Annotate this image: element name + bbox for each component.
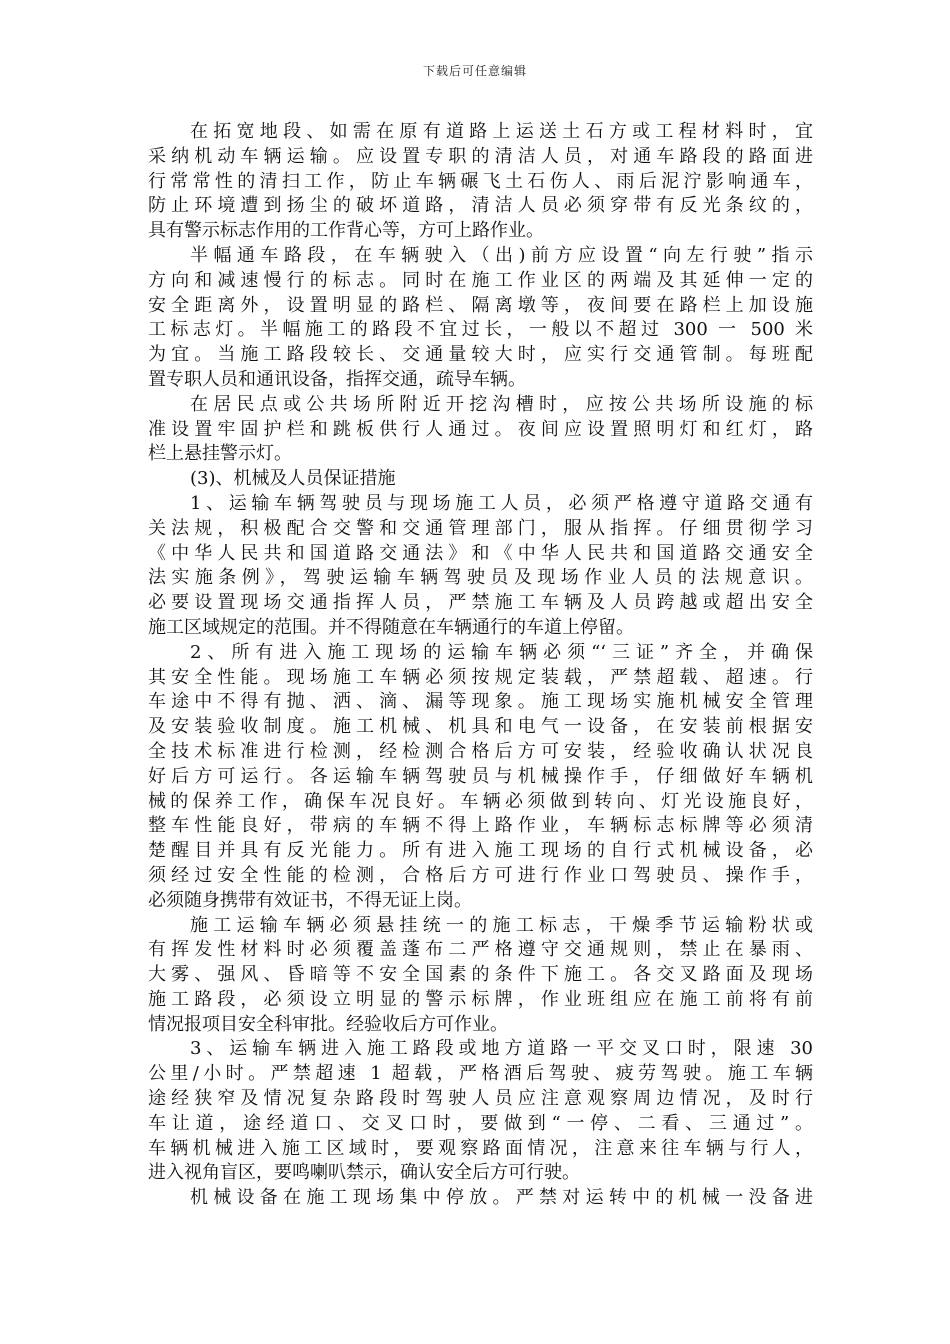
text-line: 在拓宽地段、如需在原有道路上运送土石方或工程材料时，宜 [190,121,813,142]
text-line: 必须随身携带有效证书，不得无证上岗。 [148,889,472,911]
text-line: 行常常性的清扫工作，防止车辆碾飞土石伤人、雨后泥泞影响通车， [148,170,813,192]
text-line: 施工路段，必须设立明显的警示标牌，作业班组应在施工前将有前 [148,988,813,1010]
text-line: 具有警示标志作用的工作背心等，方可上路作业。 [148,220,544,242]
text-line: 为宜。当施工路段较长、交通量较大时，应实行交通管制。每班配 [148,344,813,366]
text-line: 《中华人民共和国道路交通法》和《中华人民共和国道路交通安全 [148,542,813,564]
text-line: 须经过安全性能的检测，合格后方可进行作业口驾驶员、操作手， [148,864,813,886]
text-line: 车辆机械进入施工区域时，要观察路面情况，注意来往车辆与行人， [148,1137,813,1159]
text-line: 栏上悬挂警示灯。 [148,443,292,465]
text-line: 在居民点或公共场所附近开挖沟槽时，应按公共场所设施的标 [190,393,813,415]
text-line: 全技术标准进行检测，经检测合格后方可安装，经验收确认状况良 [148,740,813,762]
text-line: 施工区域规定的范围。并不得随意在车辆通行的车道上停留。 [148,616,634,638]
text-line: 施工运输车辆必须悬挂统一的施工标志，干燥季节运输粉状或 [190,914,813,936]
text-line: 其安全性能。现场施工车辆必须按规定装载，严禁超载、超速。行 [148,666,813,688]
text-line: 有挥发性材料时必须覆盖蓬布二严格遵守交通规则，禁止在暴雨、 [148,939,813,961]
text-line: 进入视角盲区，要鸣喇叭禁示，确认安全后方可行驶。 [148,1162,580,1184]
text-line: 情况报项目安全科审批。经验收后方可作业。 [148,1013,508,1035]
text-line: 准设置牢固护栏和跳板供行人通过。夜间应设置照明灯和红灯，路 [148,418,813,440]
text-line: 法实施条例》，驾驶运输车辆驾驶员及现场作业人员的法规意识。 [148,567,813,589]
text-line: 公里/小时。严禁超速 1 超载，严格酒后驾驶、疲劳驾驶。施工车辆 [148,1063,813,1085]
text-line: 3、运输车辆进入施工路段或地方道路一平交叉口时，限速 30 [190,1038,813,1060]
text-line: 方向和减速慢行的标志。同时在施工作业区的两端及其延伸一定的 [148,269,813,291]
text-line: 整车性能良好，带病的车辆不得上路作业，车辆标志标牌等必须清 [148,815,813,837]
text-line: 必要设置现场交通指挥人员，严禁施工车辆及人员跨越或超出安全 [148,592,813,614]
page-header: 下载后可任意编辑 [422,64,527,78]
text-line: 安全距离外，设置明显的路栏、隔离墩等，夜间要在路栏上加设施 [148,294,813,316]
text-line: 好后方可运行。各运输车辆驾驶员与机械操作手，仔细做好车辆机 [148,765,813,787]
text-line: 采纳机动车辆运输。应设置专职的清洁人员，对通车路段的路面进 [148,145,813,167]
text-line: 机械设备在施工现场集中停放。严禁对运转中的机械一没备进 [190,1187,813,1209]
text-line: 途经狭窄及情况复杂路段时驾驶人员应注意观察周边情况，及时行 [148,1088,813,1110]
text-line: 1、运输车辆驾驶员与现场施工人员，必须严格遵守道路交通有 [190,492,813,514]
text-line: (3)、机械及人员保证措施 [190,468,396,490]
text-line: 楚醒目并具有反光能力。所有进入施工现场的自行式机械设备，必 [148,840,813,862]
text-line: 及安装验收制度。施工机械、机具和电气一设备，在安装前根据安 [148,716,813,738]
text-line: 工标志灯。半幅施工的路段不宜过长，一般以不超过 300 一 500 米 [148,319,813,341]
text-line: 车让道，途经道口、交叉口时，要做到“一停、二看、三通过”。 [148,1112,813,1134]
text-line: 大雾、强风、昏暗等不安全国素的条件下施工。各交叉路面及现场 [148,964,813,986]
text-line: 防止环境遭到扬尘的破坏道路，清洁人员必须穿带有反光条纹的， [148,195,813,217]
text-line: 关法规，积极配合交警和交通管理部门，服从指挥。仔细贯彻学习 [148,517,813,539]
text-line: 车途中不得有抛、洒、滴、漏等现象。施工现场实施机械安全管理 [148,691,813,713]
text-line: 械的保养工作，确保车况良好。车辆必须做到转向、灯光设施良好， [148,790,813,812]
document-body [148,120,813,1211]
text-line: 半幅通车路段，在车辆驶入（出)前方应设置“向左行驶”指示 [190,244,813,266]
text-line: 2、所有进入施工现场的运输车辆必须“‘三证”齐全，并确保 [190,641,813,663]
text-line: 置专职人员和通讯设备，指挥交通，疏导车辆。 [148,368,526,390]
